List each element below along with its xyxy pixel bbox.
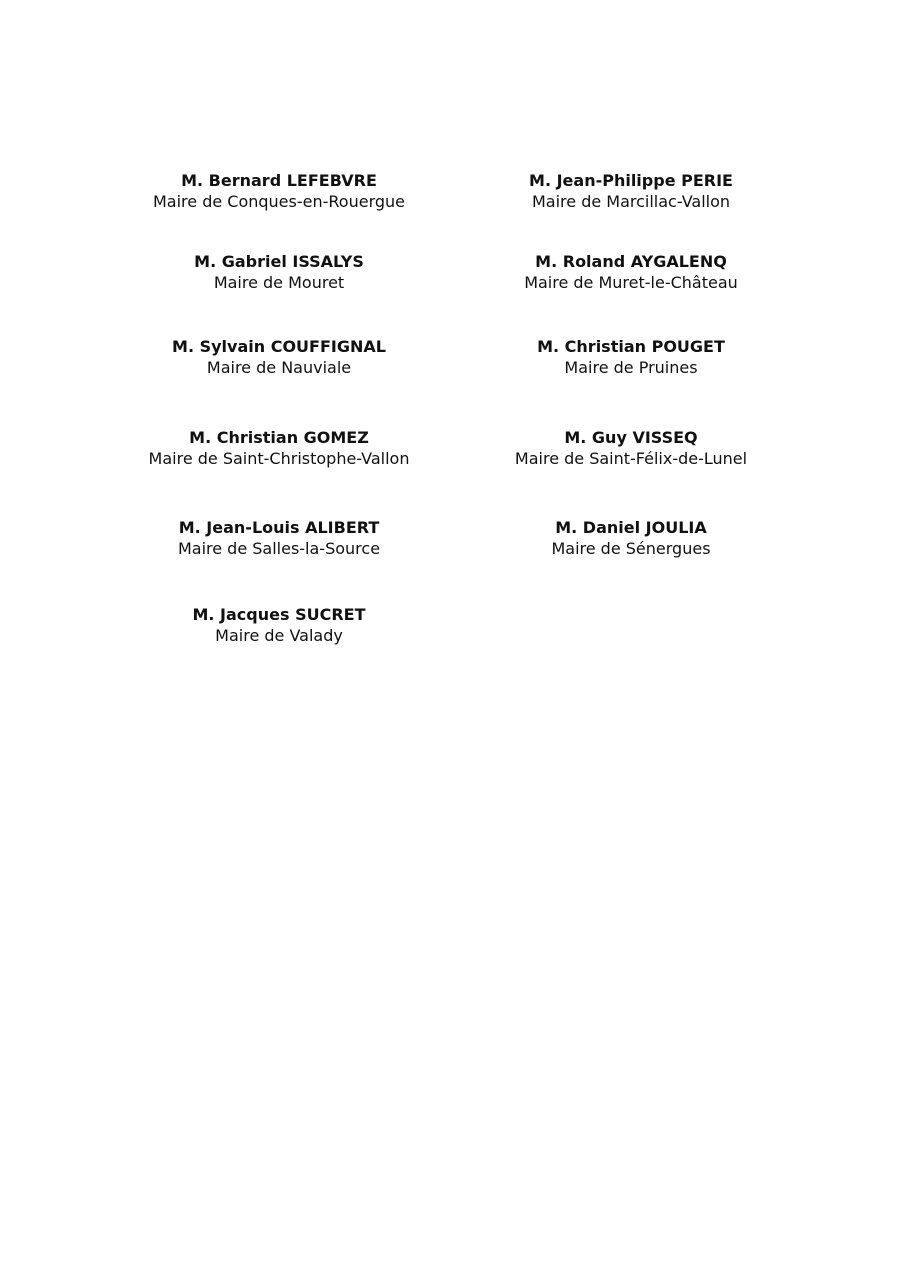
signatory-block <box>99 252 459 293</box>
signatory-role: Maire de Salles-la-Source <box>177 539 381 558</box>
signatory-block <box>451 518 811 559</box>
signatory-role: Maire de Conques-en-Rouergue <box>152 192 405 211</box>
signatory-role: Maire de Marcillac-Vallon <box>531 192 731 211</box>
signatory-role: Maire de Valady <box>215 626 343 645</box>
signatory-name: M. Jacques SUCRET <box>192 605 366 624</box>
signatory-block <box>451 171 811 212</box>
signatory-block <box>99 171 459 212</box>
signatory-name: M. Jean-Louis ALIBERT <box>178 518 380 537</box>
signatory-block <box>99 518 459 559</box>
signatory-block <box>99 337 459 378</box>
signatory-name: M. Christian GOMEZ <box>189 428 369 447</box>
signatory-name: M. Guy VISSEQ <box>564 428 698 447</box>
signatory-role: Maire de Pruines <box>564 358 698 377</box>
signatory-role: Maire de Saint-Christophe-Vallon <box>148 449 410 468</box>
signatory-block <box>99 605 459 646</box>
signatory-block <box>451 428 811 469</box>
signatory-name: M. Daniel JOULIA <box>555 518 707 537</box>
signatory-block <box>451 337 811 378</box>
signatory-role: Maire de Nauviale <box>206 358 352 377</box>
signatory-role: Maire de Saint-Félix-de-Lunel <box>514 449 748 468</box>
signatory-name: M. Gabriel ISSALYS <box>194 252 364 271</box>
signatory-name: M. Sylvain COUFFIGNAL <box>172 337 386 356</box>
signatory-name: M. Jean-Philippe PERIE <box>529 171 733 190</box>
signatory-block <box>451 252 811 293</box>
signatory-name: M. Christian POUGET <box>537 337 725 356</box>
signatory-name: M. Bernard LEFEBVRE <box>181 171 377 190</box>
signatory-role: Maire de Sénergues <box>551 539 711 558</box>
signatory-block <box>99 428 459 469</box>
signatory-role: Maire de Muret-le-Château <box>524 273 738 292</box>
signatory-name: M. Roland AYGALENQ <box>535 252 727 271</box>
signatory-role: Maire de Mouret <box>213 273 345 292</box>
